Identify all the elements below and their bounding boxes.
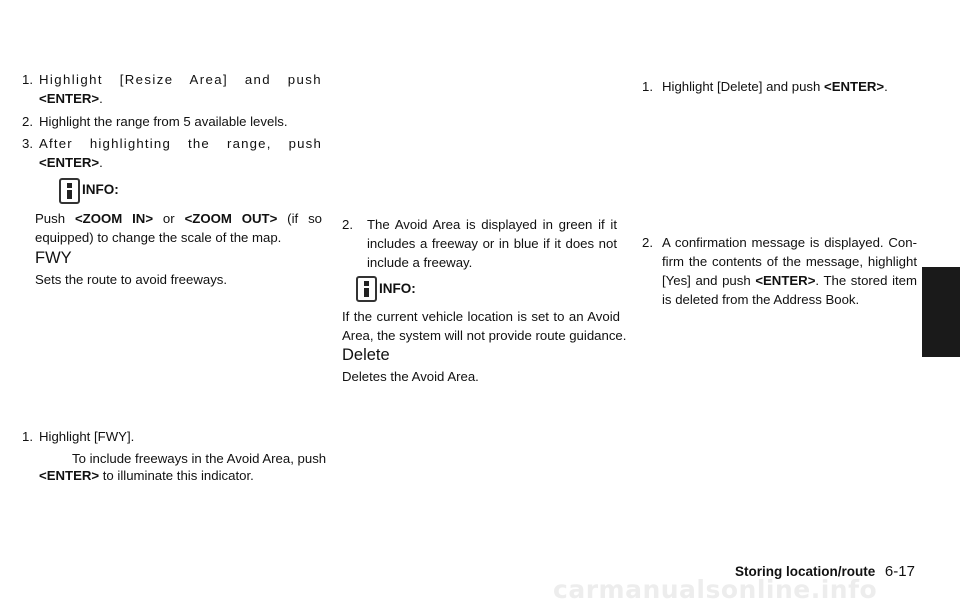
step-number: 1. [22, 429, 33, 444]
step-text: Highlight the range from 5 available levels. [39, 114, 288, 129]
zoom-in-key: <ZOOM IN> [74, 211, 154, 226]
step-text: Highlight [FWY]. [39, 429, 135, 444]
step-number: 2. [642, 235, 653, 250]
enter-key: <ENTER> [39, 155, 100, 170]
info-text [35, 209, 322, 247]
col3-step2 [642, 233, 917, 309]
enter-key: <ENTER> [755, 273, 816, 288]
section-tab [922, 267, 960, 357]
step-line3: include a freeway. [367, 255, 473, 270]
zoom-out-key: <ZOOM OUT> [184, 211, 278, 226]
enter-key: <ENTER> [39, 468, 100, 483]
info-icon [356, 276, 377, 302]
info-label: INFO: [82, 182, 119, 197]
col1-step2 [22, 112, 322, 131]
delete-heading: Delete [342, 346, 390, 364]
step-number: 2. [22, 114, 33, 129]
step-line1: The Avoid Area is displayed in green if it [367, 217, 617, 232]
step-number: 1. [642, 79, 653, 94]
step-line1: A confirmation message is displayed. Con- [662, 235, 917, 250]
substep-line2: to illuminate this indicator. [99, 468, 254, 483]
punct: . [99, 155, 103, 170]
delete-description: Deletes the Avoid Area. [342, 369, 479, 384]
info-end: (if so [277, 211, 323, 226]
step-line3-pre: [Yes] and push [662, 273, 756, 288]
col2-step2 [342, 215, 617, 272]
step-number: 1. [22, 72, 33, 87]
step-line2: includes a freeway or in blue if it does not [367, 236, 617, 251]
info-line2: equipped) to change the scale of the map. [35, 230, 282, 245]
fwy-heading: FWY [35, 249, 72, 267]
step-number: 3. [22, 136, 33, 151]
info-icon [59, 178, 80, 204]
info-line1: If the current vehicle location is set to an Avoid [342, 309, 620, 324]
col2-info-text [342, 307, 627, 345]
section-title: Storing location/route [735, 564, 876, 579]
step-line3-post: . The stored item [815, 273, 917, 288]
enter-key: <ENTER> [824, 79, 885, 94]
watermark: carmanualsonline.info [553, 575, 878, 604]
page-footer [735, 562, 915, 581]
step-text: Highlight [Delete] and push [662, 79, 825, 94]
col1-step3 [22, 134, 322, 172]
fwy-description: Sets the route to avoid freeways. [35, 272, 228, 287]
substep-line1: To include freeways in the Avoid Area, push [72, 451, 327, 466]
col3-step1 [642, 77, 922, 96]
info-label: INFO: [379, 281, 416, 296]
punct: . [884, 79, 888, 94]
info-push: Push [35, 211, 75, 226]
step-line4: is deleted from the Address Book. [662, 292, 860, 307]
punct: . [99, 91, 103, 106]
step-number: 2. [342, 217, 353, 232]
enter-key: <ENTER> [39, 91, 100, 106]
step-line2: firm the contents of the message, highlight [662, 254, 917, 269]
fwy-substep-line2 [39, 466, 329, 485]
step-text: After highlighting the range, push [39, 136, 322, 151]
page-number: 6-17 [884, 563, 915, 580]
info-line2: Area, the system will not provide route guidance. [342, 328, 627, 343]
step-text: Highlight [Resize Area] and push [39, 72, 322, 87]
info-or: or [153, 211, 185, 226]
col1-step1 [22, 70, 322, 108]
fwy-step1 [22, 427, 322, 446]
